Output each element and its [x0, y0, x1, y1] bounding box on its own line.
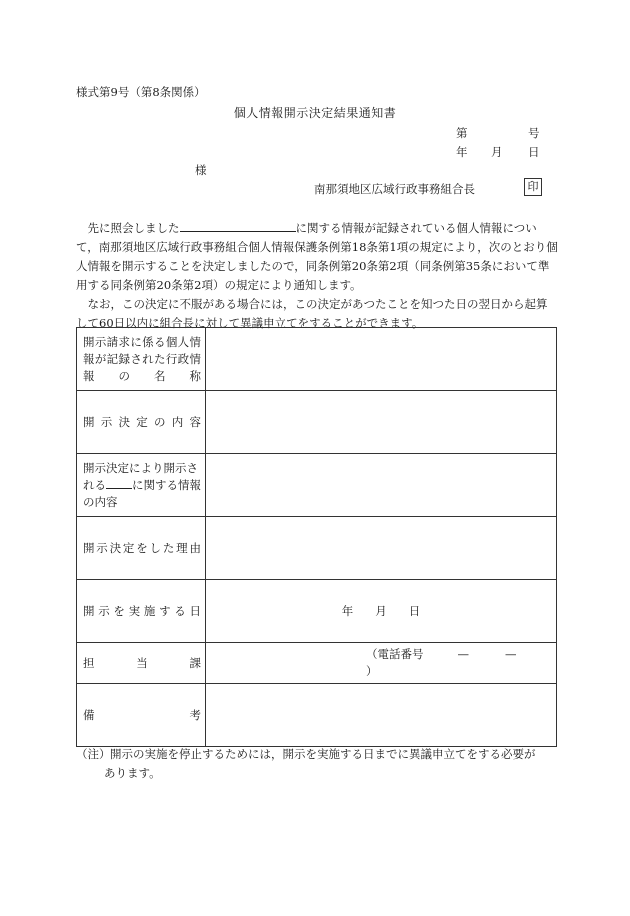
table-row [77, 684, 557, 747]
record-name-value [206, 328, 557, 391]
remarks-value [206, 684, 557, 747]
department-value [206, 643, 557, 684]
addressee-honorific: 様 [195, 163, 207, 177]
decision-reason-value [206, 517, 557, 580]
phone-open: （電話番号 [366, 647, 424, 661]
date-month-label: 月 [491, 145, 503, 159]
document-number-prefix: 第 [456, 126, 468, 140]
disclosed-info-label [77, 454, 206, 517]
footnote-first-line [76, 745, 566, 764]
disclosure-date-year: 年 [341, 603, 354, 618]
decision-reason-label: 開示決定をした理由 [77, 517, 206, 580]
disclosure-details-table [76, 327, 557, 747]
table-row [77, 391, 557, 454]
subject-blank-line [180, 220, 296, 232]
paragraph-1-rest: に関する情報が記録されている個人情報について，南那須地区広域行政事務組合個人情報保護条例第18条第1項の規定により，次のとおり個人情報を開示することを決定しましたので，同条例第20条第2項（同条例第35条において準用する同条例第20条第2項）の規定により通知します。 [76, 221, 558, 292]
footnote-mark: （注） [76, 747, 111, 761]
disclosed-info-blank-line [106, 477, 132, 489]
table-row [77, 454, 557, 517]
disclosed-info-label-a: 開示決定により開示される [83, 460, 198, 492]
decision-content-value [206, 391, 557, 454]
table-row [77, 517, 557, 580]
decision-content-label: 開示決定の内容 [77, 391, 206, 454]
record-name-label: 開示請求に係る個人情報が記録された行政情報の名称 [77, 328, 206, 391]
disclosure-date-value [206, 580, 557, 643]
phone-close: ） [366, 664, 378, 678]
form-number: 様式第9号（第8条関係） [76, 85, 206, 99]
date-year-label: 年 [456, 145, 468, 159]
table-row [77, 580, 557, 643]
footnote-line-1: 開示の実施を停止するためには，開示を実施する日までに異議申立てをする必要が [110, 747, 536, 761]
paragraph-2-text: なお，この決定に不服がある場合には，この決定があつたことを知つた日の翌日から起算して60日以内に組合長に対して異議申立てをすることができます。 [76, 297, 548, 330]
remarks-label: 備考 [77, 684, 206, 747]
notice-paragraph-1 [76, 219, 558, 295]
disclosed-info-value [206, 454, 557, 517]
disclosed-info-label-b: に関する情報の内容 [83, 477, 201, 509]
document-number-suffix: 号 [528, 126, 540, 140]
disclosure-date-month: 月 [375, 603, 387, 618]
department-label: 担当課 [77, 643, 206, 684]
notice-body [76, 219, 558, 333]
phone-dash-1: — [457, 647, 469, 661]
table-row [77, 643, 557, 684]
disclosure-date-day: 日 [408, 603, 421, 618]
issuer-name: 南那須地区広域行政事務組合長 [314, 182, 475, 196]
seal-stamp: 印 [524, 178, 542, 196]
document-title: 個人情報開示決定結果通知書 [233, 106, 397, 120]
paragraph-1-lead: 先に照会しました [87, 221, 180, 235]
phone-dash-2: — [505, 647, 517, 661]
footnote [76, 745, 566, 783]
date-day-label: 日 [528, 145, 540, 159]
table-row [77, 328, 557, 391]
disclosure-date-label: 開示を実施する日 [77, 580, 206, 643]
footnote-line-2: あります。 [104, 766, 161, 780]
